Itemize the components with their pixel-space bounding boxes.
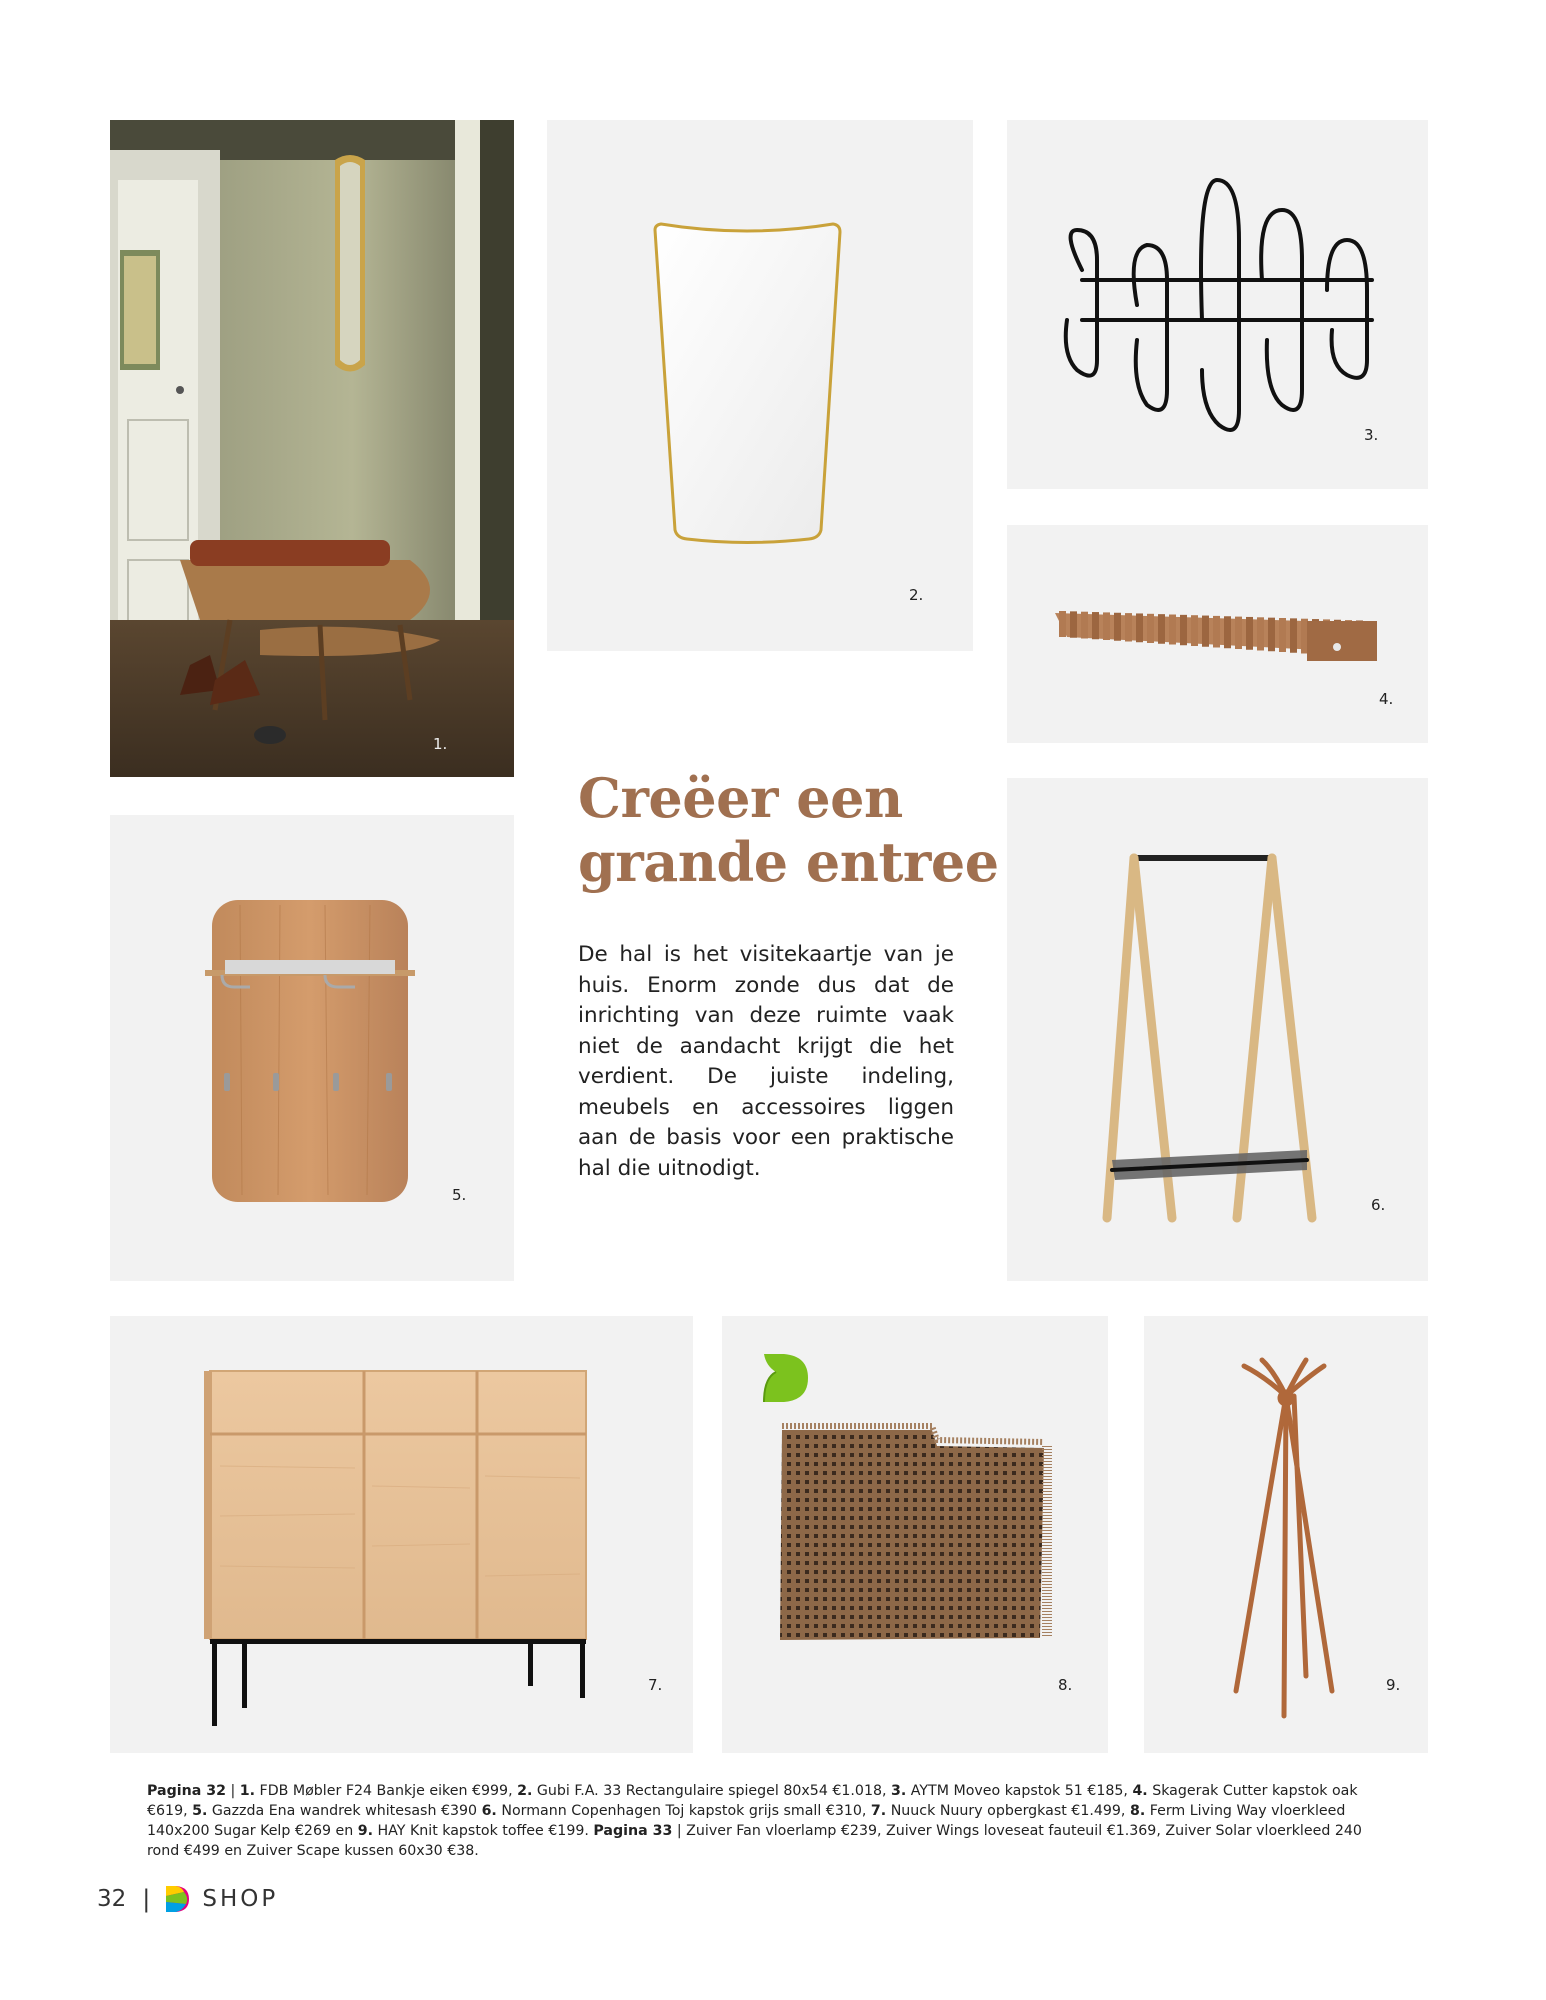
page-headline <box>578 766 1008 894</box>
wooden-slat-shelf-icon <box>1007 525 1428 743</box>
sideboard-cabinet-icon <box>110 1316 693 1753</box>
clothes-rack-icon <box>1007 778 1428 1281</box>
page-footer <box>97 1881 278 1917</box>
item-number-6: 6. <box>1371 1196 1386 1214</box>
product-photo-7 <box>110 1316 693 1753</box>
caption-label: Pagina 32 <box>147 1783 226 1799</box>
caption-label: 5. <box>192 1803 208 1819</box>
caption-label: Pagina 33 <box>593 1823 673 1839</box>
item-number-1: 1. <box>433 735 448 753</box>
caption-label: 8. <box>1129 1803 1146 1819</box>
caption-label: 2. <box>517 1783 533 1799</box>
caption-label: 9. <box>357 1823 373 1839</box>
section-label: SHOP <box>202 1886 279 1912</box>
brand-leaf-icon <box>762 1352 812 1412</box>
item-number-5: 5. <box>452 1186 467 1204</box>
caption-label: 3. <box>891 1783 907 1799</box>
product-photo-3 <box>1007 120 1428 489</box>
caption-text: Ferm Living Way vloerkleed 140x200 Sugar Kelp €269 en <box>147 1803 1346 1839</box>
product-photo-6 <box>1007 778 1428 1281</box>
headline-line-2: grande entree <box>578 830 999 894</box>
footer-separator: | <box>142 1885 151 1913</box>
caption-label: 4. <box>1132 1783 1148 1799</box>
product-caption <box>147 1781 1397 1861</box>
bench-hallway-photo-icon <box>110 120 514 777</box>
product-photo-1 <box>110 120 514 777</box>
product-photo-8 <box>722 1316 1108 1753</box>
item-number-4: 4. <box>1379 690 1394 708</box>
item-number-9: 9. <box>1386 1676 1401 1694</box>
product-photo-9 <box>1144 1316 1428 1753</box>
product-photo-5 <box>110 815 514 1281</box>
intro-text: De hal is het visitekaartje van je huis. Enorm zonde dus dat de inrichting van deze ruimte vaak niet de aandacht krijgt die het verdient. De juiste indeling, meubels en accessoires liggen aan de basis voor een praktische hal die uitnodigt. <box>578 942 954 1181</box>
caption-text: Normann Copenhagen Toj kapstok grijs small €310, <box>496 1803 871 1819</box>
caption-text: Skagerak Cutter kapstok oak €619, <box>147 1783 1358 1819</box>
headline-line-1: Creëer een <box>578 766 903 830</box>
product-photo-2 <box>547 120 973 651</box>
caption-label: 1. <box>239 1783 256 1799</box>
item-number-3: 3. <box>1364 426 1379 444</box>
brand-logo-icon <box>164 1884 190 1914</box>
caption-text: AYTM Moveo kapstok 51 €185, <box>906 1783 1133 1799</box>
page-number: 32 <box>97 1886 127 1912</box>
product-photo-4 <box>1007 525 1428 743</box>
caption-text: FDB Møbler F24 Bankje eiken €999, <box>255 1783 518 1799</box>
item-number-7: 7. <box>648 1676 663 1694</box>
mirror-icon <box>547 120 973 651</box>
caption-text: | Zuiver Fan vloerlamp €239, Zuiver Wings loveseat fauteuil €1.369, Zuiver Solar vloerkleed 240 rond €499 en Zuiver Scape kussen 60x30 €38. <box>147 1823 1362 1859</box>
caption-label: 7. <box>870 1803 887 1819</box>
wall-coat-rack-icon <box>110 815 514 1281</box>
caption-text: Nuuck Nuury opbergkast €1.499, <box>886 1803 1130 1819</box>
item-number-8: 8. <box>1058 1676 1073 1694</box>
caption-text: | <box>225 1783 240 1799</box>
caption-label: 6. <box>481 1803 497 1819</box>
caption-text: HAY Knit kapstok toffee €199. <box>373 1823 594 1839</box>
item-number-2: 2. <box>909 586 924 604</box>
caption-text: Gazzda Ena wandrek whitesash €390 <box>207 1803 482 1819</box>
caption-text: Gubi F.A. 33 Rectangulaire spiegel 80x54 €1.018, <box>532 1783 892 1799</box>
